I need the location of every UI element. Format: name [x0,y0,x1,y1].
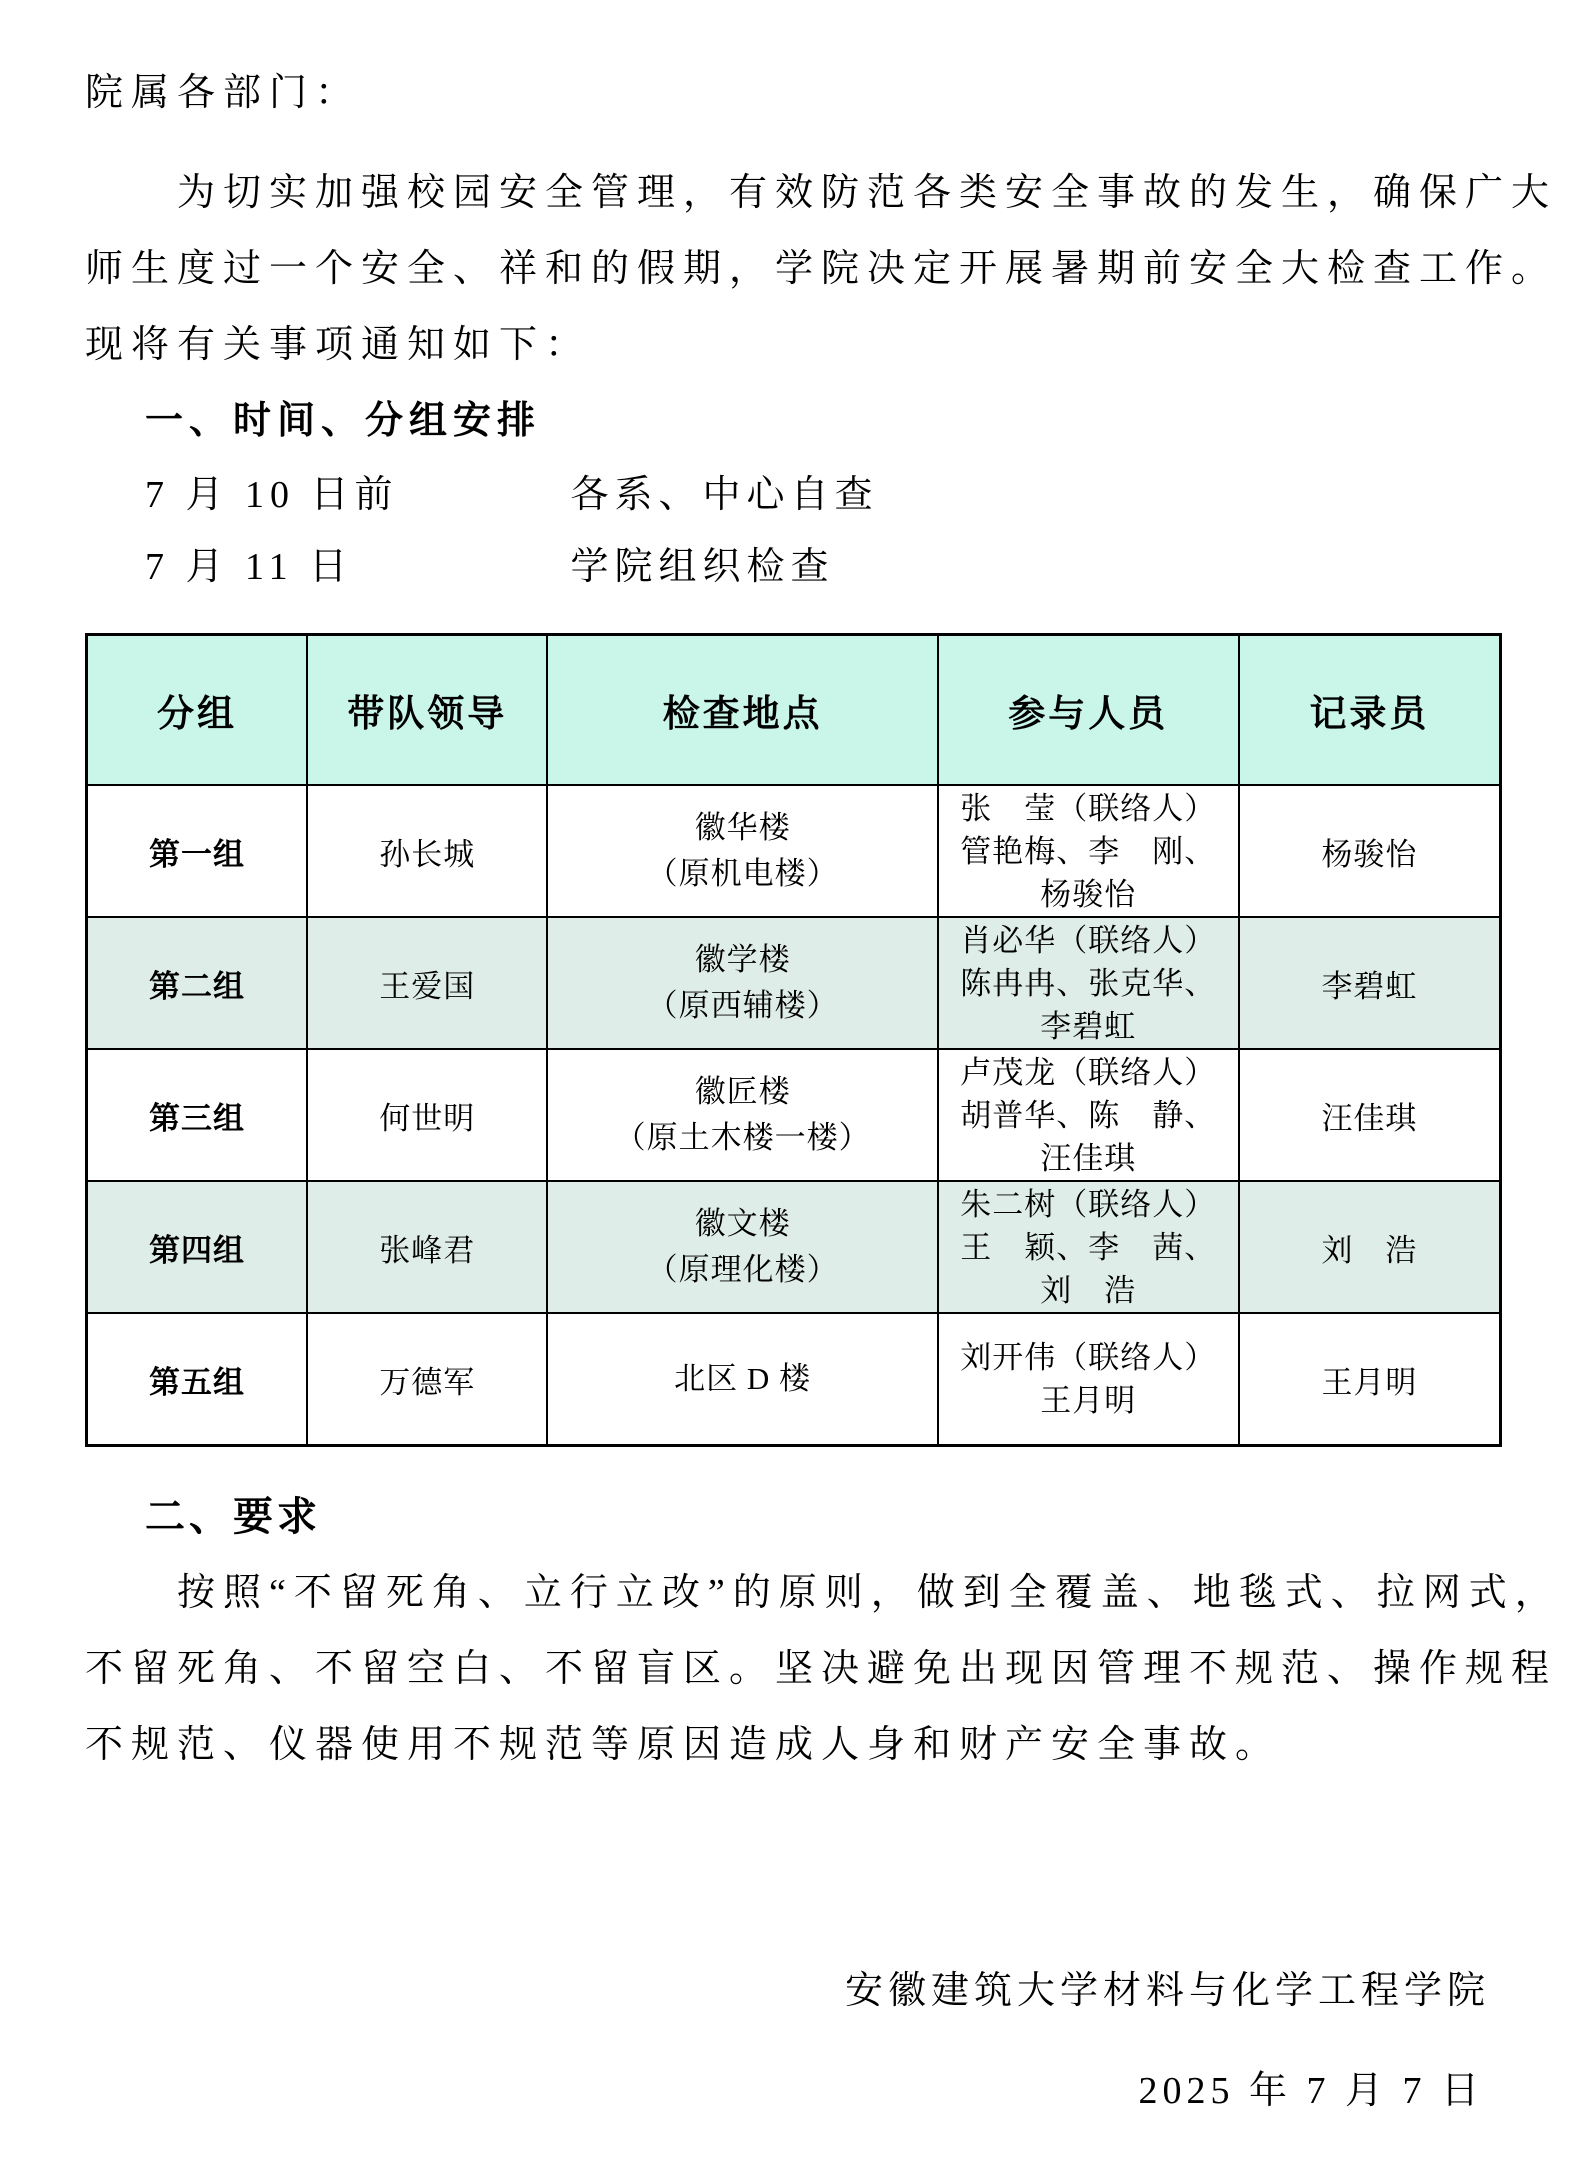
requirements-line-2: 不留死角、不留空白、不留盲区。坚决避免出现因管理不规范、操作规程 [85,1648,1558,1690]
signature-org: 安徽建筑大学材料与化学工程学院 [844,1970,1490,2012]
cell-group: 第四组 [87,1181,308,1313]
section-one-heading: 一、时间、分组安排 [145,400,542,442]
header-recorder: 记录员 [1239,635,1501,786]
salutation: 院属各部门： [85,72,362,114]
cell-participants: 张 莹（联络人） 管艳梅、李 刚、 杨骏怡 [938,785,1239,917]
cell-participants: 肖必华（联络人） 陈冉冉、张克华、 李碧虹 [938,917,1239,1049]
cell-group: 第一组 [87,785,308,917]
schedule-line-1 [85,459,1502,531]
cell-recorder: 李碧虹 [1239,917,1501,1049]
cell-location: 徽华楼 （原机电楼） [547,785,937,917]
requirements-line-1: 按照“不留死角、立行立改”的原则，做到全覆盖、地毯式、拉网式， [177,1572,1561,1614]
cell-recorder: 王月明 [1239,1313,1501,1446]
section-two-heading: 二、要求 [145,1495,321,1539]
header-location: 检查地点 [547,635,937,786]
table-row-group-5 [87,1313,1501,1446]
header-participants: 参与人员 [938,635,1239,786]
cell-leader: 孙长城 [307,785,547,917]
schedule-activity-2: 学院组织检查 [570,546,835,588]
intro-line-3: 现将有关事项通知如下： [85,324,592,366]
cell-recorder: 杨骏怡 [1239,785,1501,917]
cell-participants: 朱二树（联络人） 王 颖、李 茜、 刘 浩 [938,1181,1239,1313]
cell-location: 徽文楼 （原理化楼） [547,1181,937,1313]
cell-group: 第二组 [87,917,308,1049]
table-row-group-3 [87,1049,1501,1181]
table-row-group-2 [87,917,1501,1049]
cell-participants: 卢茂龙（联络人） 胡普华、陈 静、 汪佳琪 [938,1049,1239,1181]
table-row-group-4 [87,1181,1501,1313]
cell-recorder: 汪佳琪 [1239,1049,1501,1181]
schedule-date-1: 7 月 10 日前 [145,474,399,516]
cell-participants: 刘开伟（联络人） 王月明 [938,1313,1239,1446]
header-leader: 带队领导 [307,635,547,786]
schedule-activity-1: 各系、中心自查 [570,474,879,516]
requirements-line-3: 不规范、仪器使用不规范等原因造成人身和财产安全事故。 [85,1724,1282,1766]
signature-date: 2025 年 7 月 7 日 [1138,2070,1484,2112]
schedule-line-2 [85,531,1502,603]
table-row-group-1 [87,785,1501,917]
cell-group: 第三组 [87,1049,308,1181]
cell-recorder: 刘 浩 [1239,1181,1501,1313]
cell-leader: 张峰君 [307,1181,547,1313]
cell-location: 徽匠楼 （原土木楼一楼） [547,1049,937,1181]
table-header-row [87,635,1501,786]
cell-leader: 王爱国 [307,917,547,1049]
cell-location: 北区 D 楼 [547,1313,937,1446]
cell-leader: 何世明 [307,1049,547,1181]
header-group: 分组 [87,635,308,786]
inspection-groups-table [85,633,1502,1447]
intro-line-1: 为切实加强校园安全管理，有效防范各类安全事故的发生，确保广大 [177,172,1558,214]
cell-location: 徽学楼 （原西辅楼） [547,917,937,1049]
intro-line-2: 师生度过一个安全、祥和的假期，学院决定开展暑期前安全大检查工作。 [85,248,1558,290]
cell-group: 第五组 [87,1313,308,1446]
cell-leader: 万德军 [307,1313,547,1446]
schedule-date-2: 7 月 11 日 [145,546,354,588]
